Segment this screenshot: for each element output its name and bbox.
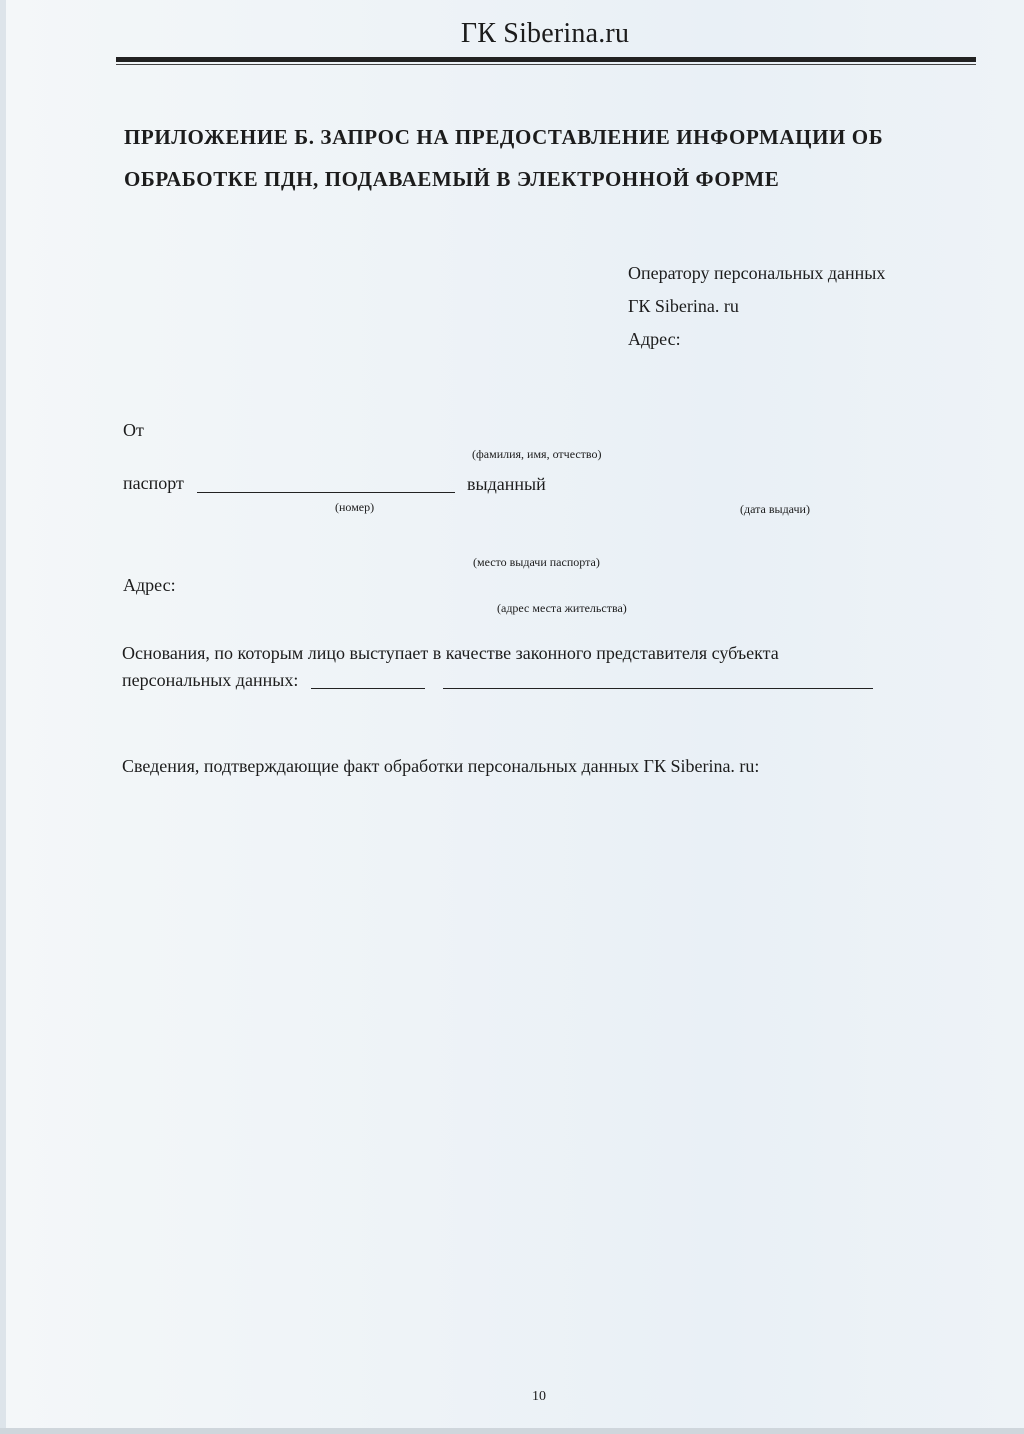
scan-edge-bottom bbox=[0, 1428, 1024, 1434]
header-rule-thin bbox=[116, 64, 976, 65]
addressee-block bbox=[628, 257, 885, 356]
document-title-line-1: ПРИЛОЖЕНИЕ Б. ЗАПРОС НА ПРЕДОСТАВЛЕНИЕ ИНФОРМАЦИИ ОБ bbox=[124, 125, 884, 149]
address-label: Адрес: bbox=[123, 575, 176, 595]
grounds-text-line-1: Основания, по которым лицо выступает в качестве законного представителя субъекта bbox=[122, 643, 779, 663]
document-title bbox=[124, 116, 944, 200]
passport-number-field[interactable] bbox=[197, 492, 455, 493]
header-rule bbox=[116, 57, 976, 62]
grounds-field-short[interactable] bbox=[311, 688, 425, 689]
passport-label: паспорт bbox=[123, 473, 184, 493]
addressee-line-2: ГК Siberina. ru bbox=[628, 296, 739, 316]
from-label: От bbox=[123, 420, 144, 440]
issue-date-hint: (дата выдачи) bbox=[740, 502, 810, 516]
issued-label: выданный bbox=[467, 474, 546, 494]
addressee-line-3: Адрес: bbox=[628, 329, 681, 349]
header-title: ГК Siberina.ru bbox=[460, 18, 630, 49]
scan-edge-left bbox=[0, 0, 6, 1434]
grounds-text-line-2: персональных данных: bbox=[122, 670, 299, 690]
issue-place-hint: (место выдачи паспорта) bbox=[473, 555, 600, 569]
page-number: 10 bbox=[532, 1389, 546, 1404]
passport-number-hint: (номер) bbox=[335, 500, 375, 514]
addressee-line-1: Оператору персональных данных bbox=[628, 263, 886, 283]
residence-hint: (адрес места жительства) bbox=[497, 601, 627, 615]
processing-facts-label: Сведения, подтверждающие факт обработки персональных данных ГК Siberina. ru: bbox=[122, 756, 760, 776]
fio-hint: (фамилия, имя, отчество) bbox=[472, 447, 602, 461]
document-title-line-2: ОБРАБОТКЕ ПДН, ПОДАВАЕМЫЙ В ЭЛЕКТРОННОЙ ФОРМЕ bbox=[124, 167, 780, 191]
grounds-field-long[interactable] bbox=[443, 688, 873, 689]
